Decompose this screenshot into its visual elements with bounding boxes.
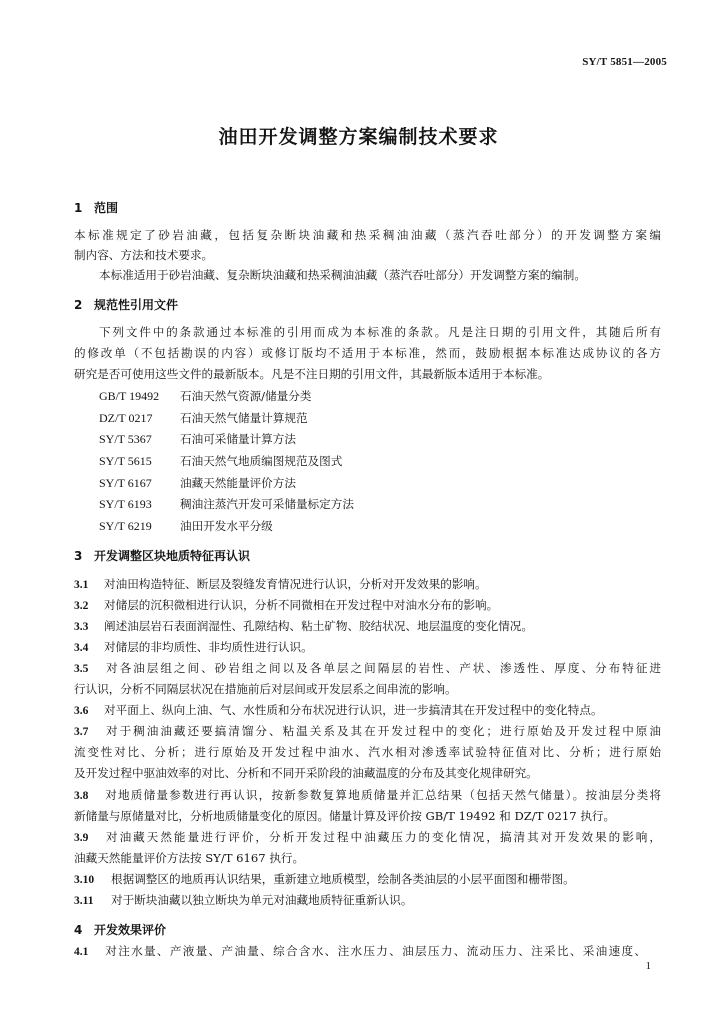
- reference-item: [99, 518, 273, 534]
- paragraph-line: 本标准规定了砂岩油藏，包括复杂断块油藏和热采稠油油藏（蒸汽吞吐部分）的开发调整方案编: [74, 228, 661, 242]
- section-heading-3: [74, 547, 250, 564]
- clause-continuation: 新储量与原储量对比，分析地质储量变化的原因。储量计算及评价按 GB/T 19492 和 DZ/T 0217 执行。: [74, 809, 616, 823]
- clause-number: 3.10: [74, 874, 95, 886]
- clause-number: 3.7: [74, 726, 89, 738]
- paragraph-line: 下列文件中的条款通过本标准的引用而成为本标准的条款。凡是注日期的引用文件，其随后所有: [99, 325, 661, 339]
- reference-title: 石油天然气地质编图规范及图式: [180, 454, 343, 468]
- clause-number: 4.1: [74, 946, 89, 958]
- clause-text: 对油藏天然能量进行评价，分析开发过程中油藏压力的变化情况，搞清其对开发效果的影响，: [104, 830, 661, 844]
- reference-code: SY/T 6167: [99, 476, 152, 490]
- clause-text: 对于稠油油藏还要搞清馏分、粘温关系及其在开发过程中的变化；进行原始及开发过程中原油: [104, 724, 661, 738]
- section-number: 1: [74, 201, 83, 215]
- clause-item: [74, 787, 661, 803]
- clause-item: [74, 639, 313, 655]
- clause-number: 3.6: [74, 705, 89, 717]
- clause-item: [74, 660, 661, 676]
- reference-title: 油田开发水平分级: [180, 519, 273, 533]
- clause-item: [74, 702, 603, 718]
- reference-item: [99, 496, 354, 512]
- reference-code: SY/T 5367: [99, 432, 152, 446]
- reference-title: 石油可采储量计算方法: [180, 432, 296, 446]
- reference-code: SY/T 6219: [99, 519, 152, 533]
- reference-code: DZ/T 0217: [99, 411, 153, 425]
- clause-item: [74, 943, 646, 959]
- reference-code: SY/T 5615: [99, 454, 152, 468]
- clause-item: [74, 871, 575, 887]
- reference-code: GB/T 19492: [99, 389, 160, 403]
- reference-title: 油藏天然能量评价方法: [180, 476, 296, 490]
- clause-number: 3.11: [74, 895, 94, 907]
- clause-text: 对各油层组之间、砂岩组之间以及各单层之间隔层的岩性、产状、渗透性、厚度、分布特征进: [104, 661, 661, 675]
- section-title: 开发调整区块地质特征再认识: [94, 549, 251, 563]
- clause-text: 对平面上、纵向上油、气、水性质和分布状况进行认识，进一步搞清其在开发过程中的变化特点。: [104, 703, 603, 717]
- section-title: 规范性引用文件: [94, 298, 179, 312]
- section-heading-4: [74, 921, 166, 938]
- clause-number: 3.2: [74, 600, 89, 612]
- reference-item: [99, 453, 342, 469]
- clause-number: 3.4: [74, 642, 89, 654]
- clause-item: [74, 829, 661, 845]
- reference-item: [99, 431, 296, 447]
- reference-item: [99, 475, 296, 491]
- clause-number: 3.8: [74, 790, 89, 802]
- section-number: 2: [74, 298, 83, 312]
- clause-text: 对储层的沉积微相进行认识，分析不同微相在开发过程中对油水分布的影响。: [104, 598, 499, 612]
- reference-title: 石油天然气资源/储量分类: [180, 389, 312, 403]
- clause-item: [74, 597, 498, 613]
- reference-item: [99, 410, 308, 426]
- clause-number: 3.3: [74, 621, 89, 633]
- reference-title: 石油天然气储量计算规范: [180, 411, 308, 425]
- section-title: 开发效果评价: [94, 923, 167, 937]
- paragraph-line: 的修改单（不包括勘误的内容）或修订版均不适用于本标准，然而，鼓励根据本标准达成协议的各方: [74, 346, 661, 360]
- clause-continuation: 油藏天然能量评价方法按 SY/T 6167 执行。: [74, 851, 305, 865]
- reference-code: SY/T 6193: [99, 497, 152, 511]
- paragraph-line: 本标准适用于砂岩油藏、复杂断块油藏和热采稠油油藏（蒸汽吞吐部分）开发调整方案的编制。: [99, 268, 586, 282]
- section-heading-2: [74, 296, 178, 313]
- paragraph-line: 研究是否可使用这些文件的最新版本。凡是不注日期的引用文件，其最新版本适用于本标准。: [74, 367, 550, 381]
- page-number: 1: [645, 960, 651, 972]
- clause-item: [74, 723, 661, 739]
- clause-continuation: 及开发过程中驱油效率的对比、分析和不同开采阶段的油藏温度的分布及其变化规律研究。: [74, 766, 538, 780]
- reference-title: 稠油注蒸汽开发可采储量标定方法: [180, 497, 354, 511]
- clause-text: 阐述油层岩石表面润湿性、孔隙结构、粘土矿物、胶结状况、地层温度的变化情况。: [104, 619, 533, 633]
- section-number: 3: [74, 549, 83, 563]
- clause-continuation: 流变性对比、分析；进行原始及开发过程中油水、汽水相对渗透率试验特征值对比、分析；进行原始: [74, 745, 661, 759]
- clause-text: 对注水量、产液量、产油量、综合含水、注水压力、油层压力、流动压力、注采比、采油速度、: [104, 944, 646, 958]
- clause-text: 对于断块油藏以独立断块为单元对油藏地质特征重新认识。: [111, 893, 413, 907]
- reference-item: [99, 388, 311, 404]
- clause-text: 对地质储量参数进行再认识，按新参数复算地质储量并汇总结果（包括天然气储量）。按油层分类将: [104, 788, 661, 802]
- standard-code: SY/T 5851—2005: [582, 56, 667, 68]
- clause-continuation: 行认识，分析不同隔层状况在措施前后对层间或开发层系之间串流的影响。: [74, 682, 457, 696]
- clause-number: 3.5: [74, 663, 89, 675]
- clause-number: 3.9: [74, 832, 89, 844]
- page-title: 油田开发调整方案编制技术要求: [218, 126, 499, 148]
- clause-text: 对油田构造特征、断层及裂缝发育情况进行认识，分析对开发效果的影响。: [104, 577, 487, 591]
- section-heading-1: [74, 199, 118, 216]
- clause-text: 根据调整区的地质再认识结果，重新建立地质模型，绘制各类油层的小层平面图和栅带图。: [111, 872, 575, 886]
- clause-number: 3.1: [74, 579, 89, 591]
- section-title: 范围: [94, 201, 119, 215]
- paragraph-line: 制内容、方法和技术要求。: [74, 248, 214, 262]
- section-number: 4: [74, 923, 83, 937]
- clause-item: [74, 576, 487, 592]
- clause-item: [74, 618, 533, 634]
- clause-text: 对储层的非均质性、非均质性进行认识。: [104, 640, 313, 654]
- clause-item: [74, 892, 412, 908]
